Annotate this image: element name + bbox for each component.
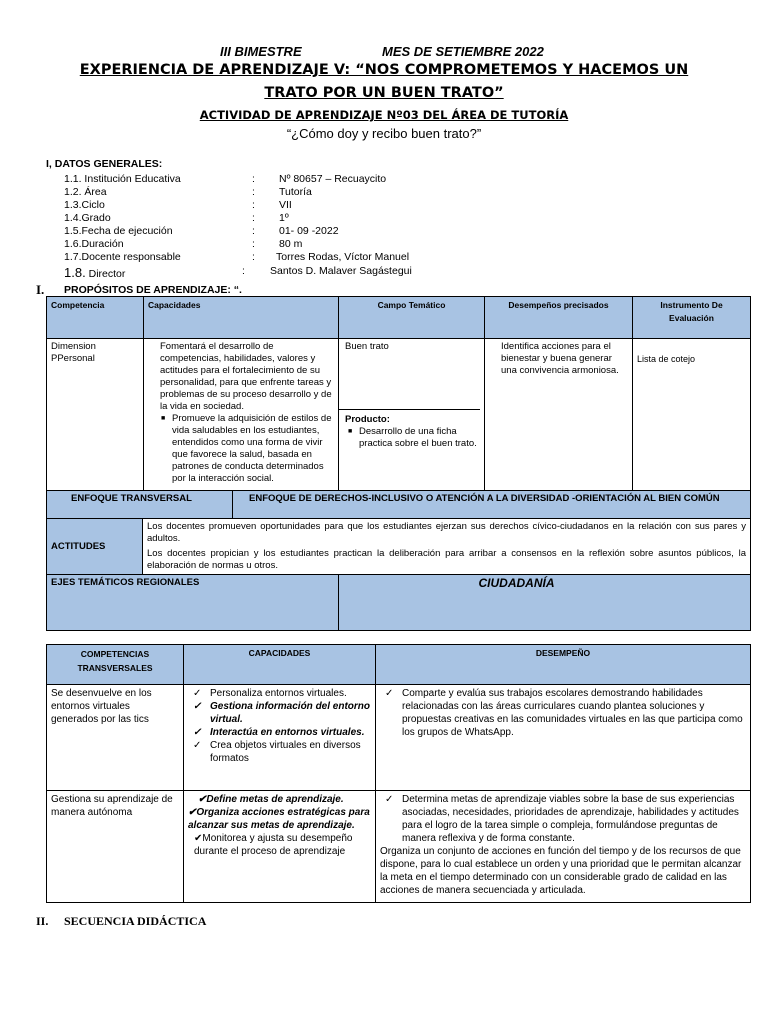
col-header-capacidades: CAPACIDADES <box>184 645 376 685</box>
desempeno-autonoma <box>376 791 751 903</box>
desempeno-paragraph: Organiza un conjunto de acciones en función del tiempo y de los recursos de que dispone, para lo cual establece un orden y una prioridad que le permitan alcanzar la meta en el tiempo determinado con un considerable grado de calidad en las acciones de manera secuenciada y articulada. <box>380 846 742 896</box>
bimestre-label: III BIMESTRE <box>220 44 302 59</box>
experience-title-line2: TRATO POR UN BUEN TRATO” <box>264 85 504 101</box>
actitud-1: Los docentes promueven oportunidades para que los estudiantes ejerzan sus derechos cívico-ciudadanos en la relación con sus pares y adultos. <box>147 521 746 544</box>
capacidad-bullet: ■ Promueve la adquisición de estilos de vida saludables en los estudiantes, entendidos como una forma de vivir que favorece la salud, basada en patrones de conducta determinados por la interacción social. <box>172 413 334 485</box>
capacidades-tics <box>184 685 376 791</box>
desempeno-cell: Identifica acciones para el bienestar y buena generar una convivencia armoniosa. <box>485 339 633 491</box>
capacidades-autonoma <box>184 791 376 903</box>
col-header-desempenos: Desempeños precisados <box>485 297 633 339</box>
item-label: Director <box>88 268 126 280</box>
competencia-autonoma: Gestiona su aprendizaje de manera autónoma <box>47 791 184 903</box>
item-label: 1.6.Duración <box>64 238 124 250</box>
item-value: VII <box>279 199 292 211</box>
capacidad-item: ✓ Interactúa en entornos virtuales. <box>210 726 371 739</box>
item-label: 1.3.Ciclo <box>64 199 105 211</box>
item-value: 80 m <box>279 238 303 250</box>
capacidad-item: ✓ Personaliza entornos virtuales. <box>210 687 371 700</box>
desempeno-tics <box>376 685 751 791</box>
col-header-campo: Campo Temático <box>339 297 485 339</box>
capacidad-text-1: Fomentará el desarrollo de competencias, habilidades, valores y actitudes para el fortalecimiento de su personalidad, para que enfrente tareas y problemas de su proceso desarrollo y de la vida en sociedad. <box>160 341 332 412</box>
producto-item: ■ Desarrollo de una ficha practica sobre el buen trato. <box>359 426 478 450</box>
col-header-capacidades: Capacidades <box>144 297 339 339</box>
item-label: 1.2. Área <box>64 186 107 198</box>
item-value: Nº 80657 – Recuaycito <box>279 173 387 185</box>
campo-tematico: Buen trato <box>339 339 480 410</box>
item-label: 1.4.Grado <box>64 212 111 224</box>
desempeno-item: ✓ Comparte y evalúa sus trabajos escolares demostrando habilidades relacionadas con las áreas curriculares cuando plantea soluciones y propuestas creativas en las comunidades virtuales en las que participa como los grupos de WhatsApp. <box>402 687 746 739</box>
item-colon: : <box>242 265 245 277</box>
competencia-cell: Dimension PPersonal <box>47 339 144 491</box>
actitudes-label: ACTITUDES <box>47 519 143 575</box>
item-value: 01- 09 -2022 <box>279 225 339 237</box>
section-number: II. <box>36 914 49 928</box>
producto-block <box>339 410 484 454</box>
capacidad-item: ✓ Crea objetos virtuales en diversos formatos <box>210 739 371 765</box>
capacidad-item <box>188 806 371 832</box>
col-header-instrumento: Instrumento De Evaluación <box>633 297 751 339</box>
col-header-competencia: Competencia <box>47 297 144 339</box>
actitud-2: Los docentes propician y los estudiantes practican la deliberación para arribar a consensos en la reflexión sobre asuntos públicos, la elaboración de normas u otros. <box>147 548 746 571</box>
item-value: Santos D. Malaver Sagástegui <box>270 265 412 277</box>
ejes-label: EJES TEMÁTICOS REGIONALES <box>47 575 339 631</box>
instrumento-cell: Lista de cotejo <box>633 339 751 491</box>
capacidad-item: ✔Define metas de aprendizaje. <box>198 794 344 805</box>
didactic-sequence-heading: SECUENCIA DIDÁCTICA <box>64 914 207 928</box>
activity-question: “¿Cómo doy y recibo buen trato?” <box>286 126 482 141</box>
item-colon: : <box>252 225 255 237</box>
item-colon: : <box>252 199 255 211</box>
general-data-list <box>64 173 464 285</box>
capacidades-cell <box>144 339 339 491</box>
item-label: 1.1. Institución Educativa <box>64 173 181 185</box>
capacidad-text: ✔Organiza acciones estratégicas para alcanzar sus metas de aprendizaje. <box>188 807 370 831</box>
month-label: MES DE SETIEMBRE 2022 <box>382 44 544 59</box>
item-colon: : <box>252 238 255 250</box>
activity-subtitle: ACTIVIDAD DE APRENDIZAJE Nº03 DEL ÁREA DE TUTORÍA <box>199 108 569 122</box>
item-number: 1.8. <box>64 265 86 280</box>
campo-cell <box>339 339 485 491</box>
item-value: Tutoría <box>279 186 312 198</box>
item-value: 1º <box>279 212 289 224</box>
item-colon: : <box>252 251 255 263</box>
item-value: Torres Rodas, Víctor Manuel <box>276 251 410 263</box>
experience-title-line1: EXPERIENCIA DE APRENDIZAJE V: “NOS COMPROMETEMOS Y HACEMOS UN <box>79 62 689 78</box>
enfoque-value: ENFOQUE DE DERECHOS-INCLUSIVO O ATENCIÓN A LA DIVERSIDAD -ORIENTACIÓN AL BIEN COMÚN <box>233 491 751 519</box>
actitudes-cell <box>143 519 751 575</box>
item-label: 1.5.Fecha de ejecución <box>64 225 173 237</box>
producto-label: Producto: <box>345 414 390 425</box>
col-header-desempeno: DESEMPEÑO <box>376 645 751 685</box>
learning-purposes-heading: PROPÓSITOS DE APRENDIZAJE: “. <box>64 284 242 296</box>
item-colon: : <box>252 186 255 198</box>
competencias-transversales-table <box>46 644 751 903</box>
general-data-heading: I, DATOS GENERALES: <box>46 158 163 170</box>
col-header-competencias: COMPETENCIAS TRANSVERSALES <box>47 645 184 685</box>
item-label: 1.7.Docente responsable <box>64 251 181 263</box>
item-colon: : <box>252 173 255 185</box>
capacidad-item: ✔Monitorea y ajusta su desempeño durante el proceso de aprendizaje <box>194 833 353 857</box>
purposes-table <box>46 296 751 491</box>
transversal-table <box>46 490 751 631</box>
competencia-tics: Se desenvuelve en los entornos virtuales generados por las tics <box>47 685 184 791</box>
section-number: I. <box>36 282 45 297</box>
ejes-value: CIUDADANÍA <box>339 575 751 631</box>
capacidad-item: ✓ Gestiona información del entorno virtual. <box>210 700 371 726</box>
enfoque-label: ENFOQUE TRANSVERSAL <box>47 491 233 519</box>
item-colon: : <box>252 212 255 224</box>
desempeno-item: ✓ Determina metas de aprendizaje viables sobre la base de sus experiencias asociadas, necesidades, prioridades de aprendizaje, habilidades y actitudes para el logro de la tarea simple o compleja, formulándose preguntas de manera reflexiva y de forma constante. <box>402 793 746 845</box>
